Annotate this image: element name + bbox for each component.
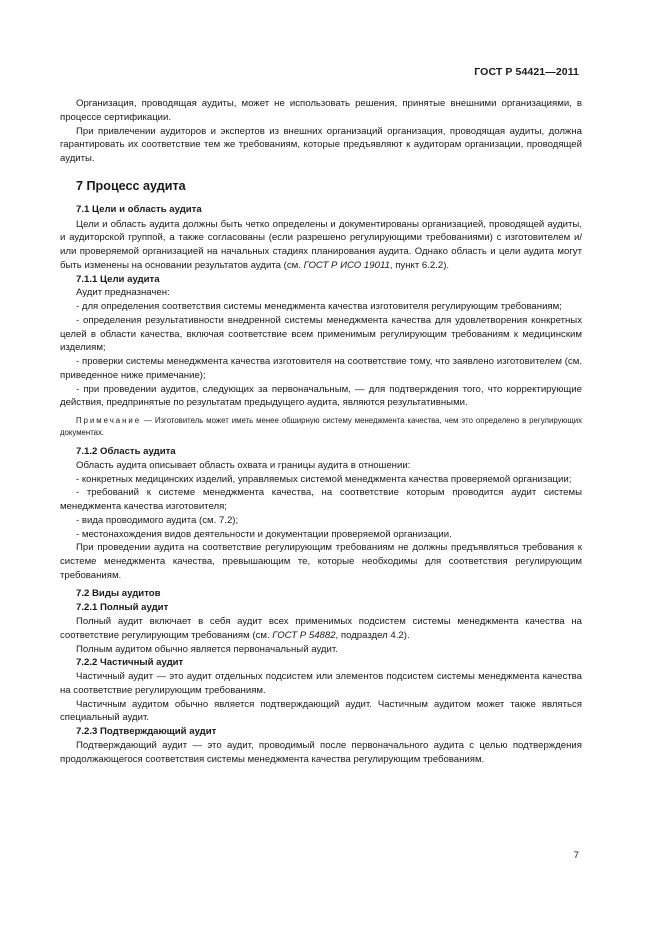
paragraph: Аудит предназначен: xyxy=(76,287,170,299)
list-item: - для определения соответствия системы менеджмента качества изготовителя регулирующим требованиям; xyxy=(76,301,562,312)
paragraph: Подтверждающий аудит — это аудит, проводимый после первоначального аудита с целью подтверждения продолжающегося соответствия системы менеджмента качества регулирующим требованиям. xyxy=(60,739,582,765)
paragraph: При привлечении аудиторов и экспертов из внешних организаций организация, проводящая аудиты, должна гарантировать их соответствие тем же требованиям, которые предъявляют к аудиторам организации, проводящей аудиты. xyxy=(60,125,582,164)
note-label: Примечание xyxy=(76,416,142,425)
section-7-1-1-heading: 7.1.1 Цели аудита xyxy=(76,273,160,285)
standard-header: ГОСТ Р 54421—2011 xyxy=(474,66,579,78)
list-item: - вида проводимого аудита (см. 7.2); xyxy=(76,514,239,526)
text-run: , пункт 6.2.2). xyxy=(389,259,450,271)
section-7-1-2-heading: 7.1.2 Область аудита xyxy=(76,446,176,457)
page-content xyxy=(60,97,582,766)
section-7-2-2-heading: 7.2.2 Частичный аудит xyxy=(76,657,184,669)
paragraph: При проведении аудита на соответствие регулирующим требованиям не должны предъявляться требования к системе менеджмента качества, превышающим те, которые необходимы для соответствия регулирующим требованиям. xyxy=(60,542,582,581)
text-run: Цели и область аудита должны быть четко определены и документированы организацией, проводящей аудиты, и аудиторской группой, а также согласованы (если разрешено регулирующими требованиями) с изготовителем и/или проверяемой организацией на начальных стадиях планирования аудита. Однако область и цели аудита могут быть изменены на основании результатов аудита (см. xyxy=(60,218,582,271)
paragraph: Частичным аудитом обычно является подтверждающий аудит. Частичным аудитом может также являться специальный аудит. xyxy=(60,698,582,724)
section-7-2-3-heading: 7.2.3 Подтверждающий аудит xyxy=(76,726,217,737)
section-7-1-heading: 7.1 Цели и область аудита xyxy=(76,203,202,215)
paragraph: Организация, проводящая аудиты, может не использовать решения, принятые внешними организациями, в процессе сертификации. xyxy=(60,98,582,123)
paragraph xyxy=(60,615,582,643)
note xyxy=(60,415,582,439)
paragraph: Частичный аудит — это аудит отдельных подсистем или элементов подсистем системы менеджмента качества на соответствие регулирующим требованиям. xyxy=(60,671,582,696)
section-7-2-heading: 7.2 Виды аудитов xyxy=(76,587,161,599)
list-item: - местонахождения видов деятельности и документации проверяемой организации. xyxy=(76,528,452,540)
standard-reference: ГОСТ Р 54882 xyxy=(272,629,336,641)
paragraph: Полным аудитом обычно является первоначальный аудит. xyxy=(76,643,338,655)
paragraph: Область аудита описывает область охвата и границы аудита в отношении: xyxy=(76,459,411,471)
list-item: - конкретных медицинских изделий, управляемых системой менеджмента качества проверяемой организации; xyxy=(76,473,572,485)
list-item: - требований к системе менеджмента качества, на соответствие которым проводится аудит системы менеджмента качества изготовителя; xyxy=(60,487,582,512)
note-text: — Изготовитель может иметь менее обширную систему менеджмента качества, чем это определено в регулирующих документах. xyxy=(60,416,582,437)
section-7-heading: 7 Процесс аудита xyxy=(76,178,186,193)
list-item: - проверки системы менеджмента качества изготовителя на соответствие тому, что заявлено изготовителем (см. приведенное ниже примечание); xyxy=(60,356,582,381)
list-item: - определения результативности внедренной системы менеджмента качества для удовлетворения конкретных целей в области качества, включая соответствие всем применимым регулирующим требованиям к медицинским изделиям; xyxy=(60,314,582,354)
list-item: - при проведении аудитов, следующих за первоначальным, — для подтверждения того, что корректирующие действия, предпринятые по результатам предыдущего аудита, являются результативными. xyxy=(60,383,582,409)
text-run: , подраздел 4.2). xyxy=(335,629,410,641)
text-run: Полный аудит включает в себя аудит всех применимых подсистем системы менеджмента качества на соответствие регулирующим требованиям (см. xyxy=(60,616,582,641)
section-7-2-1-heading: 7.2.1 Полный аудит xyxy=(76,602,169,614)
page-number: 7 xyxy=(573,850,579,861)
standard-reference: ГОСТ Р ИСО 19011 xyxy=(303,259,390,271)
paragraph xyxy=(60,218,582,273)
